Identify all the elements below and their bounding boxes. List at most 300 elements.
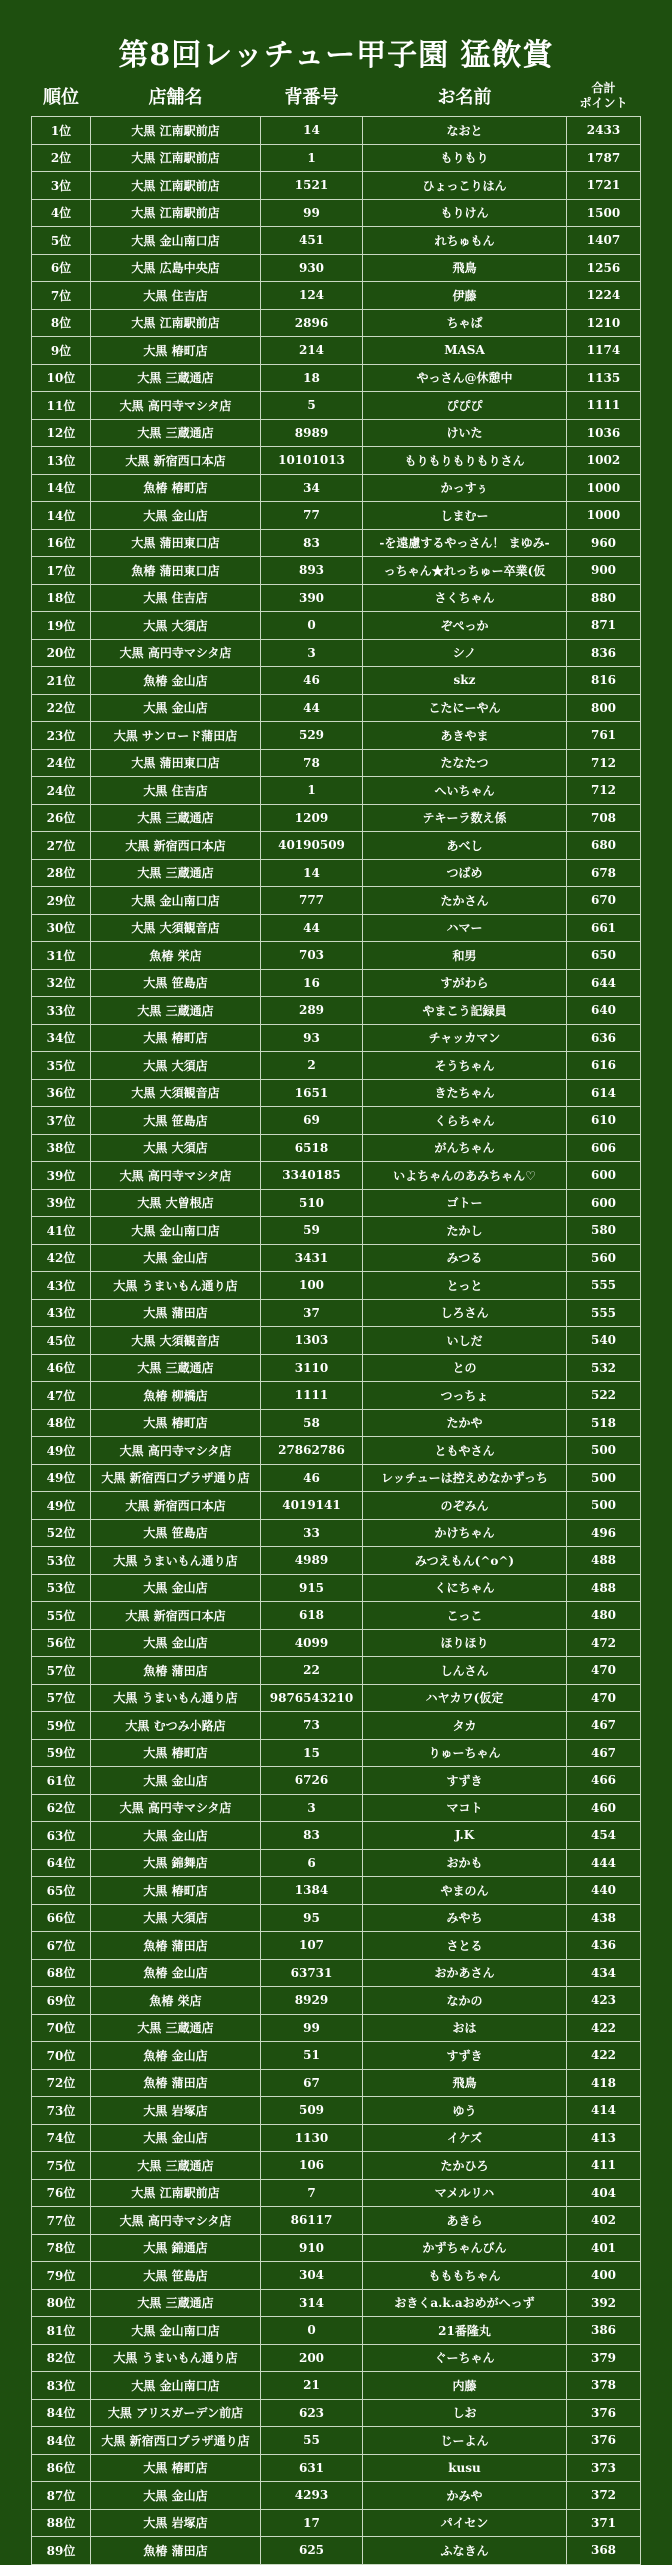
rank-cell: 20位 xyxy=(32,639,91,667)
store-cell: 大黒 三蔵通店 xyxy=(91,2289,261,2317)
rank-cell: 14位 xyxy=(32,474,91,502)
number-cell: 8989 xyxy=(261,419,363,447)
table-row xyxy=(32,2069,641,2097)
name-cell: のぞみん xyxy=(363,1492,567,1520)
store-cell: 大黒 大須店 xyxy=(91,1052,261,1080)
store-cell: 大黒 うまいもん通り店 xyxy=(91,1272,261,1300)
number-cell: 314 xyxy=(261,2289,363,2317)
store-cell: 大黒 金山店 xyxy=(91,1244,261,1272)
number-cell: 1 xyxy=(261,144,363,172)
rank-cell: 59位 xyxy=(32,1712,91,1740)
name-cell: りゅーちゃん xyxy=(363,1739,567,1767)
number-cell: 51 xyxy=(261,2042,363,2070)
points-cell: 371 xyxy=(567,2509,641,2537)
column-header-name: お名前 xyxy=(437,87,492,108)
store-cell: 大黒 蒲田店 xyxy=(91,1299,261,1327)
table-row xyxy=(32,1244,641,1272)
rank-cell: 28位 xyxy=(32,859,91,887)
name-cell: かけちゃん xyxy=(363,1519,567,1547)
table-row xyxy=(32,612,641,640)
name-cell: つっちょ xyxy=(363,1382,567,1410)
table-row xyxy=(32,282,641,310)
store-cell: 大黒 江南駅前店 xyxy=(91,172,261,200)
store-cell: 魚椿 金山店 xyxy=(91,1959,261,1987)
store-cell: 大黒 サンロード蒲田店 xyxy=(91,722,261,750)
number-cell: 1111 xyxy=(261,1382,363,1410)
store-cell: 大黒 高円寺マシタ店 xyxy=(91,1794,261,1822)
store-cell: 大黒 新宿西口本店 xyxy=(91,832,261,860)
table-row xyxy=(32,419,641,447)
store-cell: 大黒 うまいもん通り店 xyxy=(91,1684,261,1712)
rank-cell: 32位 xyxy=(32,969,91,997)
name-cell: ぴぴぴ xyxy=(363,392,567,420)
number-cell: 625 xyxy=(261,2537,363,2565)
name-cell: kusu xyxy=(363,2454,567,2482)
name-cell: タカ xyxy=(363,1712,567,1740)
points-cell: 1002 xyxy=(567,447,641,475)
table-row xyxy=(32,2097,641,2125)
points-cell: 518 xyxy=(567,1409,641,1437)
store-cell: 大黒 蒲田東口店 xyxy=(91,529,261,557)
number-cell: 915 xyxy=(261,1574,363,1602)
number-cell: 1303 xyxy=(261,1327,363,1355)
points-cell: 871 xyxy=(567,612,641,640)
table-row xyxy=(32,859,641,887)
column-header-rank: 順位 xyxy=(43,87,79,108)
number-cell: 93 xyxy=(261,1024,363,1052)
rank-cell: 68位 xyxy=(32,1959,91,1987)
store-cell: 大黒 高円寺マシタ店 xyxy=(91,1437,261,1465)
store-cell: 大黒 金山南口店 xyxy=(91,2372,261,2400)
name-cell: ハヤカワ(仮定 xyxy=(363,1684,567,1712)
number-cell: 77 xyxy=(261,502,363,530)
column-header-number: 背番号 xyxy=(284,87,339,108)
table-row xyxy=(32,887,641,915)
store-cell: 大黒 高円寺マシタ店 xyxy=(91,1162,261,1190)
number-cell: 73 xyxy=(261,1712,363,1740)
rank-cell: 84位 xyxy=(32,2399,91,2427)
name-cell: もりもりもりもりさん xyxy=(363,447,567,475)
number-cell: 451 xyxy=(261,227,363,255)
table-row xyxy=(32,2124,641,2152)
store-cell: 大黒 三蔵通店 xyxy=(91,2014,261,2042)
number-cell: 18 xyxy=(261,364,363,392)
rank-cell: 70位 xyxy=(32,2042,91,2070)
rank-cell: 34位 xyxy=(32,1024,91,1052)
name-cell: やっさん@休憩中 xyxy=(363,364,567,392)
number-cell: 99 xyxy=(261,2014,363,2042)
number-cell: 2896 xyxy=(261,309,363,337)
number-cell: 214 xyxy=(261,337,363,365)
points-cell: 422 xyxy=(567,2042,641,2070)
table-row xyxy=(32,1904,641,1932)
rank-cell: 64位 xyxy=(32,1849,91,1877)
store-cell: 大黒 江南駅前店 xyxy=(91,144,261,172)
table-row xyxy=(32,997,641,1025)
table-row xyxy=(32,474,641,502)
store-cell: 大黒 錦舞店 xyxy=(91,1849,261,1877)
rank-cell: 27位 xyxy=(32,832,91,860)
points-cell: 1721 xyxy=(567,172,641,200)
points-cell: 386 xyxy=(567,2317,641,2345)
number-cell: 22 xyxy=(261,1657,363,1685)
store-cell: 大黒 椿町店 xyxy=(91,1024,261,1052)
name-cell: ぐーちゃん xyxy=(363,2344,567,2372)
rank-cell: 80位 xyxy=(32,2289,91,2317)
number-cell: 1384 xyxy=(261,1877,363,1905)
name-cell: こたにーやん xyxy=(363,694,567,722)
rank-cell: 35位 xyxy=(32,1052,91,1080)
store-cell: 大黒 三蔵通店 xyxy=(91,364,261,392)
store-cell: 大黒 椿町店 xyxy=(91,1409,261,1437)
name-cell: ちゃぱ xyxy=(363,309,567,337)
rank-cell: 4位 xyxy=(32,199,91,227)
points-cell: 444 xyxy=(567,1849,641,1877)
number-cell: 930 xyxy=(261,254,363,282)
number-cell: 9876543210 xyxy=(261,1684,363,1712)
number-cell: 0 xyxy=(261,612,363,640)
name-cell: 伊藤 xyxy=(363,282,567,310)
name-cell: さとる xyxy=(363,1932,567,1960)
store-cell: 大黒 高円寺マシタ店 xyxy=(91,392,261,420)
store-cell: 大黒 金山店 xyxy=(91,2124,261,2152)
name-cell: っちゃん★れっちゅー卒業(仮 xyxy=(363,557,567,585)
name-cell: くらちゃん xyxy=(363,1107,567,1135)
name-cell: イケズ xyxy=(363,2124,567,2152)
points-cell: 488 xyxy=(567,1574,641,1602)
rank-cell: 21位 xyxy=(32,667,91,695)
store-cell: 大黒 笹島店 xyxy=(91,969,261,997)
store-cell: 大黒 金山店 xyxy=(91,1767,261,1795)
name-cell: れちゅもん xyxy=(363,227,567,255)
table-row xyxy=(32,2262,641,2290)
number-cell: 6518 xyxy=(261,1134,363,1162)
name-cell: テキーラ数え係 xyxy=(363,804,567,832)
store-cell: 大黒 金山店 xyxy=(91,2482,261,2510)
points-cell: 580 xyxy=(567,1217,641,1245)
store-cell: 大黒 蒲田東口店 xyxy=(91,749,261,777)
rank-cell: 9位 xyxy=(32,337,91,365)
store-cell: 大黒 金山店 xyxy=(91,1822,261,1850)
name-cell: おかあさん xyxy=(363,1959,567,1987)
rank-cell: 81位 xyxy=(32,2317,91,2345)
points-cell: 376 xyxy=(567,2427,641,2455)
name-cell: ふなきん xyxy=(363,2537,567,2565)
rank-cell: 13位 xyxy=(32,447,91,475)
number-cell: 44 xyxy=(261,914,363,942)
points-cell: 636 xyxy=(567,1024,641,1052)
name-cell: つばめ xyxy=(363,859,567,887)
table-row xyxy=(32,2344,641,2372)
table-row xyxy=(32,2234,641,2262)
rank-cell: 38位 xyxy=(32,1134,91,1162)
number-cell: 3340185 xyxy=(261,1162,363,1190)
rank-cell: 86位 xyxy=(32,2454,91,2482)
points-cell: 460 xyxy=(567,1794,641,1822)
store-cell: 魚椿 蒲田店 xyxy=(91,1657,261,1685)
number-cell: 510 xyxy=(261,1189,363,1217)
points-cell: 454 xyxy=(567,1822,641,1850)
name-cell: ほりほり xyxy=(363,1629,567,1657)
number-cell: 703 xyxy=(261,942,363,970)
rank-cell: 59位 xyxy=(32,1739,91,1767)
number-cell: 4293 xyxy=(261,2482,363,2510)
rank-cell: 11位 xyxy=(32,392,91,420)
store-cell: 魚椿 蒲田店 xyxy=(91,1932,261,1960)
name-cell: たかさん xyxy=(363,887,567,915)
number-cell: 390 xyxy=(261,584,363,612)
table-row xyxy=(32,1547,641,1575)
table-row xyxy=(32,144,641,172)
number-cell: 21 xyxy=(261,2372,363,2400)
points-cell: 414 xyxy=(567,2097,641,2125)
name-cell: 和男 xyxy=(363,942,567,970)
table-row xyxy=(32,2289,641,2317)
store-cell: 大黒 大須観音店 xyxy=(91,1079,261,1107)
table-row xyxy=(32,1079,641,1107)
table-row xyxy=(32,584,641,612)
name-cell: たかし xyxy=(363,1217,567,1245)
table-row xyxy=(32,1162,641,1190)
rank-cell: 49位 xyxy=(32,1464,91,1492)
table-row xyxy=(32,2317,641,2345)
points-cell: 600 xyxy=(567,1162,641,1190)
name-cell: とっと xyxy=(363,1272,567,1300)
table-row xyxy=(32,392,641,420)
points-cell: 411 xyxy=(567,2152,641,2180)
store-cell: 大黒 江南駅前店 xyxy=(91,199,261,227)
points-cell: 1174 xyxy=(567,337,641,365)
number-cell: 618 xyxy=(261,1602,363,1630)
table-row xyxy=(32,1959,641,1987)
store-cell: 魚椿 蒲田東口店 xyxy=(91,557,261,585)
name-cell: なかの xyxy=(363,1987,567,2015)
points-cell: 392 xyxy=(567,2289,641,2317)
points-cell: 650 xyxy=(567,942,641,970)
table-row xyxy=(32,2152,641,2180)
number-cell: 67 xyxy=(261,2069,363,2097)
store-cell: 大黒 高円寺マシタ店 xyxy=(91,2207,261,2235)
rank-cell: 22位 xyxy=(32,694,91,722)
name-cell: いしだ xyxy=(363,1327,567,1355)
number-cell: 623 xyxy=(261,2399,363,2427)
store-cell: 大黒 大須観音店 xyxy=(91,914,261,942)
name-cell: おは xyxy=(363,2014,567,2042)
table-row xyxy=(32,969,641,997)
name-cell: パイセン xyxy=(363,2509,567,2537)
name-cell: ともやさん xyxy=(363,1437,567,1465)
table-row xyxy=(32,1932,641,1960)
table-row xyxy=(32,1822,641,1850)
table-row xyxy=(32,1629,641,1657)
store-cell: 大黒 住吉店 xyxy=(91,777,261,805)
rank-cell: 57位 xyxy=(32,1657,91,1685)
rank-cell: 82位 xyxy=(32,2344,91,2372)
name-cell: おかも xyxy=(363,1849,567,1877)
table-row xyxy=(32,2509,641,2537)
rank-cell: 72位 xyxy=(32,2069,91,2097)
points-cell: 466 xyxy=(567,1767,641,1795)
table-row xyxy=(32,1272,641,1300)
table-row xyxy=(32,2179,641,2207)
table-row xyxy=(32,804,641,832)
name-cell: もりもり xyxy=(363,144,567,172)
name-cell: しんさん xyxy=(363,1657,567,1685)
name-cell: 21番隆丸 xyxy=(363,2317,567,2345)
points-cell: 555 xyxy=(567,1299,641,1327)
name-cell: skz xyxy=(363,667,567,695)
points-cell: 440 xyxy=(567,1877,641,1905)
points-cell: 680 xyxy=(567,832,641,860)
number-cell: 4099 xyxy=(261,1629,363,1657)
name-cell: かずちゃんびん xyxy=(363,2234,567,2262)
number-cell: 529 xyxy=(261,722,363,750)
points-cell: 423 xyxy=(567,1987,641,2015)
points-cell: 379 xyxy=(567,2344,641,2372)
ranking-table xyxy=(31,76,641,2565)
page-title: 第8回レッチュー甲子園 猛飲賞 xyxy=(118,38,554,73)
number-cell: 6726 xyxy=(261,1767,363,1795)
name-cell: 飛鳥 xyxy=(363,254,567,282)
rank-cell: 10位 xyxy=(32,364,91,392)
number-cell: 46 xyxy=(261,667,363,695)
number-cell: 83 xyxy=(261,1822,363,1850)
name-cell: もももちゃん xyxy=(363,2262,567,2290)
table-row xyxy=(32,1382,641,1410)
name-cell: かみや xyxy=(363,2482,567,2510)
store-cell: 魚椿 柳橋店 xyxy=(91,1382,261,1410)
rank-cell: 75位 xyxy=(32,2152,91,2180)
table-row xyxy=(32,1134,641,1162)
store-cell: 大黒 うまいもん通り店 xyxy=(91,2344,261,2372)
name-cell: たなたつ xyxy=(363,749,567,777)
table-row xyxy=(32,1712,641,1740)
rank-cell: 19位 xyxy=(32,612,91,640)
store-cell: 大黒 金山南口店 xyxy=(91,227,261,255)
table-row xyxy=(32,1217,641,1245)
store-cell: 大黒 大曽根店 xyxy=(91,1189,261,1217)
points-cell: 496 xyxy=(567,1519,641,1547)
rank-cell: 39位 xyxy=(32,1162,91,1190)
number-cell: 893 xyxy=(261,557,363,585)
points-cell: 960 xyxy=(567,529,641,557)
table-row xyxy=(32,942,641,970)
number-cell: 910 xyxy=(261,2234,363,2262)
points-cell: 438 xyxy=(567,1904,641,1932)
name-cell: あべし xyxy=(363,832,567,860)
column-header-store: 店舗名 xyxy=(148,87,203,108)
number-cell: 55 xyxy=(261,2427,363,2455)
rank-cell: 88位 xyxy=(32,2509,91,2537)
table-row xyxy=(32,2482,641,2510)
rank-cell: 12位 xyxy=(32,419,91,447)
table-row xyxy=(32,1354,641,1382)
table-row xyxy=(32,1409,641,1437)
points-cell: 1500 xyxy=(567,199,641,227)
points-cell: 1407 xyxy=(567,227,641,255)
number-cell: 14 xyxy=(261,859,363,887)
table-row xyxy=(32,1877,641,1905)
points-cell: 610 xyxy=(567,1107,641,1135)
name-cell: あきやま xyxy=(363,722,567,750)
table-row xyxy=(32,1437,641,1465)
points-cell: 467 xyxy=(567,1712,641,1740)
store-cell: 大黒 新宿西口本店 xyxy=(91,1492,261,1520)
table-row xyxy=(32,639,641,667)
rank-cell: 73位 xyxy=(32,2097,91,2125)
rank-cell: 67位 xyxy=(32,1932,91,1960)
points-cell: 2433 xyxy=(567,117,641,145)
name-cell: J.K xyxy=(363,1822,567,1850)
points-cell: 418 xyxy=(567,2069,641,2097)
store-cell: 大黒 広島中央店 xyxy=(91,254,261,282)
table-row xyxy=(32,1189,641,1217)
store-cell: 大黒 江南駅前店 xyxy=(91,2179,261,2207)
name-cell: やまこう記録員 xyxy=(363,997,567,1025)
rank-cell: 16位 xyxy=(32,529,91,557)
points-cell: 436 xyxy=(567,1932,641,1960)
rank-cell: 2位 xyxy=(32,144,91,172)
store-cell: 大黒 大須観音店 xyxy=(91,1327,261,1355)
points-cell: 467 xyxy=(567,1739,641,1767)
rank-cell: 18位 xyxy=(32,584,91,612)
rank-cell: 74位 xyxy=(32,2124,91,2152)
number-cell: 10101013 xyxy=(261,447,363,475)
rank-cell: 7位 xyxy=(32,282,91,310)
points-cell: 614 xyxy=(567,1079,641,1107)
table-row xyxy=(32,2014,641,2042)
points-cell: 470 xyxy=(567,1657,641,1685)
points-cell: 900 xyxy=(567,557,641,585)
store-cell: 大黒 笹島店 xyxy=(91,2262,261,2290)
table-header-row xyxy=(32,76,641,117)
number-cell: 1651 xyxy=(261,1079,363,1107)
points-cell: 500 xyxy=(567,1464,641,1492)
table-row xyxy=(32,2427,641,2455)
store-cell: 魚椿 椿町店 xyxy=(91,474,261,502)
rank-cell: 43位 xyxy=(32,1272,91,1300)
rank-cell: 31位 xyxy=(32,942,91,970)
name-cell: なおと xyxy=(363,117,567,145)
number-cell: 83 xyxy=(261,529,363,557)
table-row xyxy=(32,227,641,255)
points-cell: 378 xyxy=(567,2372,641,2400)
points-cell: 560 xyxy=(567,1244,641,1272)
number-cell: 34 xyxy=(261,474,363,502)
name-cell: しお xyxy=(363,2399,567,2427)
rank-cell: 49位 xyxy=(32,1437,91,1465)
points-cell: 708 xyxy=(567,804,641,832)
number-cell: 27862786 xyxy=(261,1437,363,1465)
name-cell: こっこ xyxy=(363,1602,567,1630)
rank-cell: 37位 xyxy=(32,1107,91,1135)
points-cell: 816 xyxy=(567,667,641,695)
name-cell: しろさん xyxy=(363,1299,567,1327)
number-cell: 304 xyxy=(261,2262,363,2290)
name-cell: ぞぺっか xyxy=(363,612,567,640)
rank-cell: 48位 xyxy=(32,1409,91,1437)
table-row xyxy=(32,1739,641,1767)
points-cell: 1036 xyxy=(567,419,641,447)
name-cell: たかや xyxy=(363,1409,567,1437)
store-cell: 大黒 椿町店 xyxy=(91,337,261,365)
number-cell: 16 xyxy=(261,969,363,997)
store-cell: 大黒 金山店 xyxy=(91,694,261,722)
number-cell: 44 xyxy=(261,694,363,722)
store-cell: 魚椿 蒲田店 xyxy=(91,2069,261,2097)
table-row xyxy=(32,749,641,777)
rank-cell: 69位 xyxy=(32,1987,91,2015)
